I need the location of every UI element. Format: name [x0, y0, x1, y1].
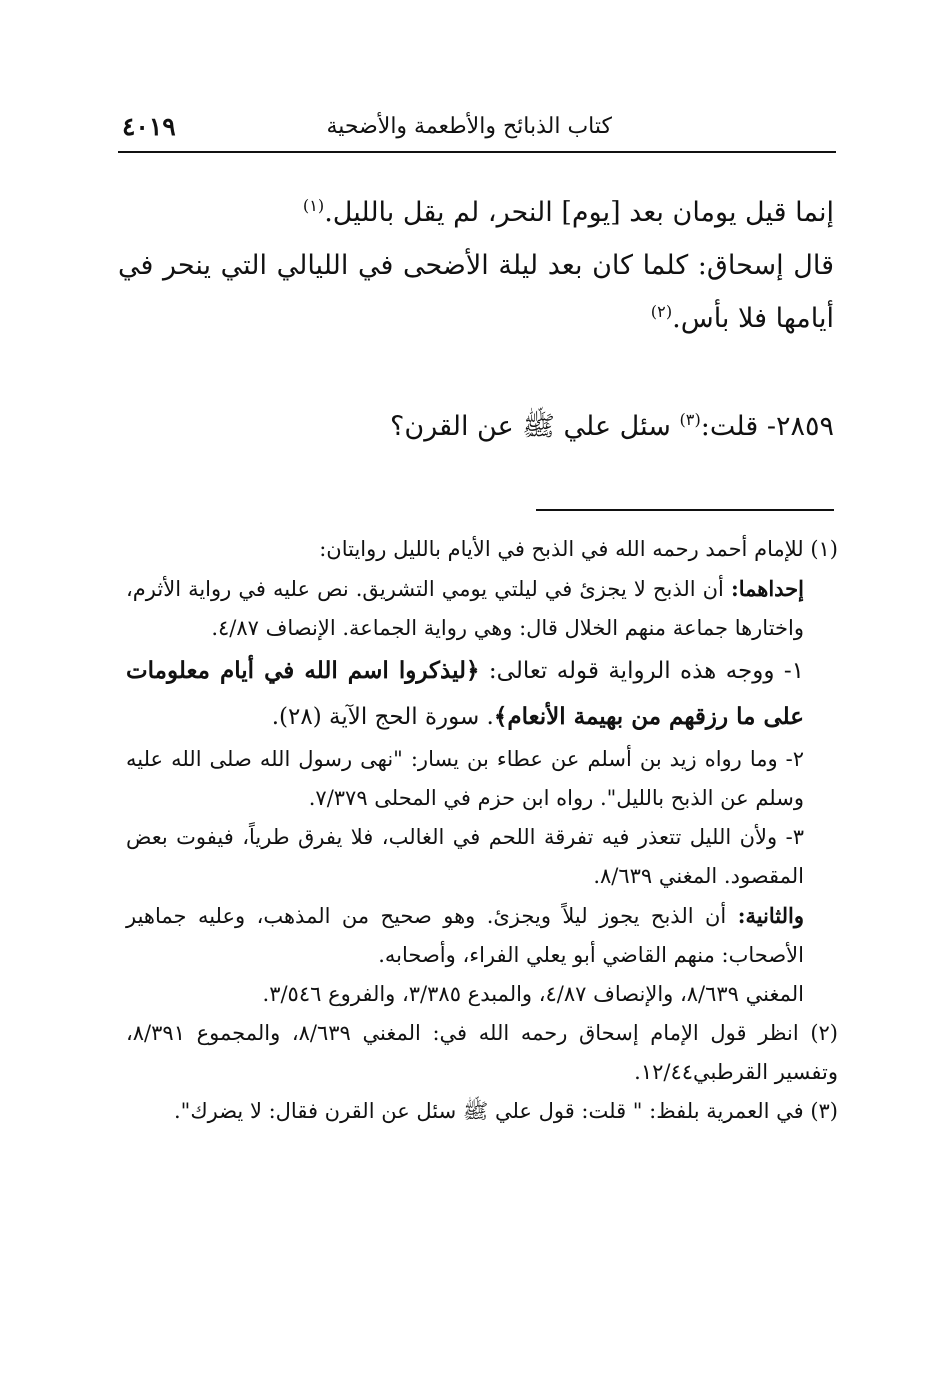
footnote-2: (٢) انظر قول الإمام إسحاق رحمه الله في: المغني ٨/٦٣٩، والمجموع ٨/٣٩١، وتفسير القرطبي١٢/٤٤.	[126, 1021, 838, 1084]
first-narration-text: أن الذبح لا يجزئ في ليلتي يومي التشريق. نص عليه في رواية الأثرم، واختارها جماعة منهم الخلال قال: وهي رواية الجماعة. الإنصاف ٤/٨٧.	[126, 577, 804, 640]
numbered-entry	[118, 400, 834, 453]
footnote-1-intro: (١) للإمام أحمد رحمه الله في الذبح في الأيام بالليل روايتان:	[319, 537, 838, 561]
entry-number: ٢٨٥٩-	[758, 411, 834, 442]
main-line-1	[118, 186, 834, 239]
page-number: ٤٠١٩	[122, 112, 176, 141]
entry-line	[118, 400, 834, 453]
footnote-1-first-narration	[126, 569, 838, 648]
main-paragraph-2	[118, 239, 834, 345]
footnote-ref-1: (١)	[302, 196, 325, 215]
page-header	[118, 112, 840, 152]
main-text	[118, 186, 834, 345]
footnote-ref-3: (٣)	[679, 410, 701, 429]
header-rule	[118, 151, 836, 153]
footnote-ref-2: (٢)	[650, 302, 673, 321]
first-narration-label: إحداهما:	[730, 576, 804, 601]
entry-prefix: قلت:	[700, 411, 759, 442]
footnote-1-references: المغني ٨/٦٣٩، والإنصاف ٤/٨٧، والمبدع ٣/٣٨٥، والفروع ٣/٥٤٦.	[262, 982, 804, 1006]
main-line-1-text: إنما قيل يومان بعد [يوم] النحر، لم يقل بالليل.	[324, 197, 834, 228]
footnote-1-point-1	[126, 648, 838, 740]
footnote-1-point-2: ٢- وما رواه زيد بن أسلم عن عطاء بن يسار: "نهى رسول الله صلى الله عليه وسلم عن الذبح بالليل". رواه ابن حزم في المحلى ٧/٣٧٩.	[126, 747, 804, 810]
footnote-separator	[536, 509, 834, 511]
running-title: كتاب الذبائح والأطعمة والأضحية	[326, 114, 612, 139]
footnote-1-point-3: ٣- ولأن الليل تتعذر فيه تفرقة اللحم في الغالب، فلا يفرق طرياً، فيفوت بعض المقصود. المغني ٨/٦٣٩.	[126, 825, 804, 888]
second-narration-label: والثانية:	[737, 903, 804, 928]
point-1-suffix: . سورة الحج الآية (٢٨).	[271, 704, 494, 730]
main-paragraph-2-text: قال إسحاق: كلما كان بعد ليلة الأضحى في الليالي التي ينحر في أيامها فلا بأس.	[118, 250, 834, 334]
point-1-prefix: ١- ووجه هذه الرواية قوله تعالى:	[479, 658, 804, 684]
footnote-3: (٣) في العمرية بلفظ: " قلت: قول علي ﷺ سئل عن القرن فقال: لا يضرك".	[173, 1099, 838, 1123]
footnote-1-second-narration	[126, 896, 838, 975]
entry-text: سئل علي ﷺ عن القرن؟	[390, 411, 680, 442]
footnotes	[126, 530, 838, 1131]
quran-verse: ﴿ليذكروا اسم الله في أيام معلومات على ما رزقهم من بهيمة الأنعام﴾	[126, 657, 804, 730]
second-narration-text: أن الذبح يجوز ليلاً ويجزئ. وهو صحيح من المذهب، وعليه جماهير الأصحاب: منهم القاضي أبو يعلي الفراء، وأصحابه.	[126, 904, 804, 967]
